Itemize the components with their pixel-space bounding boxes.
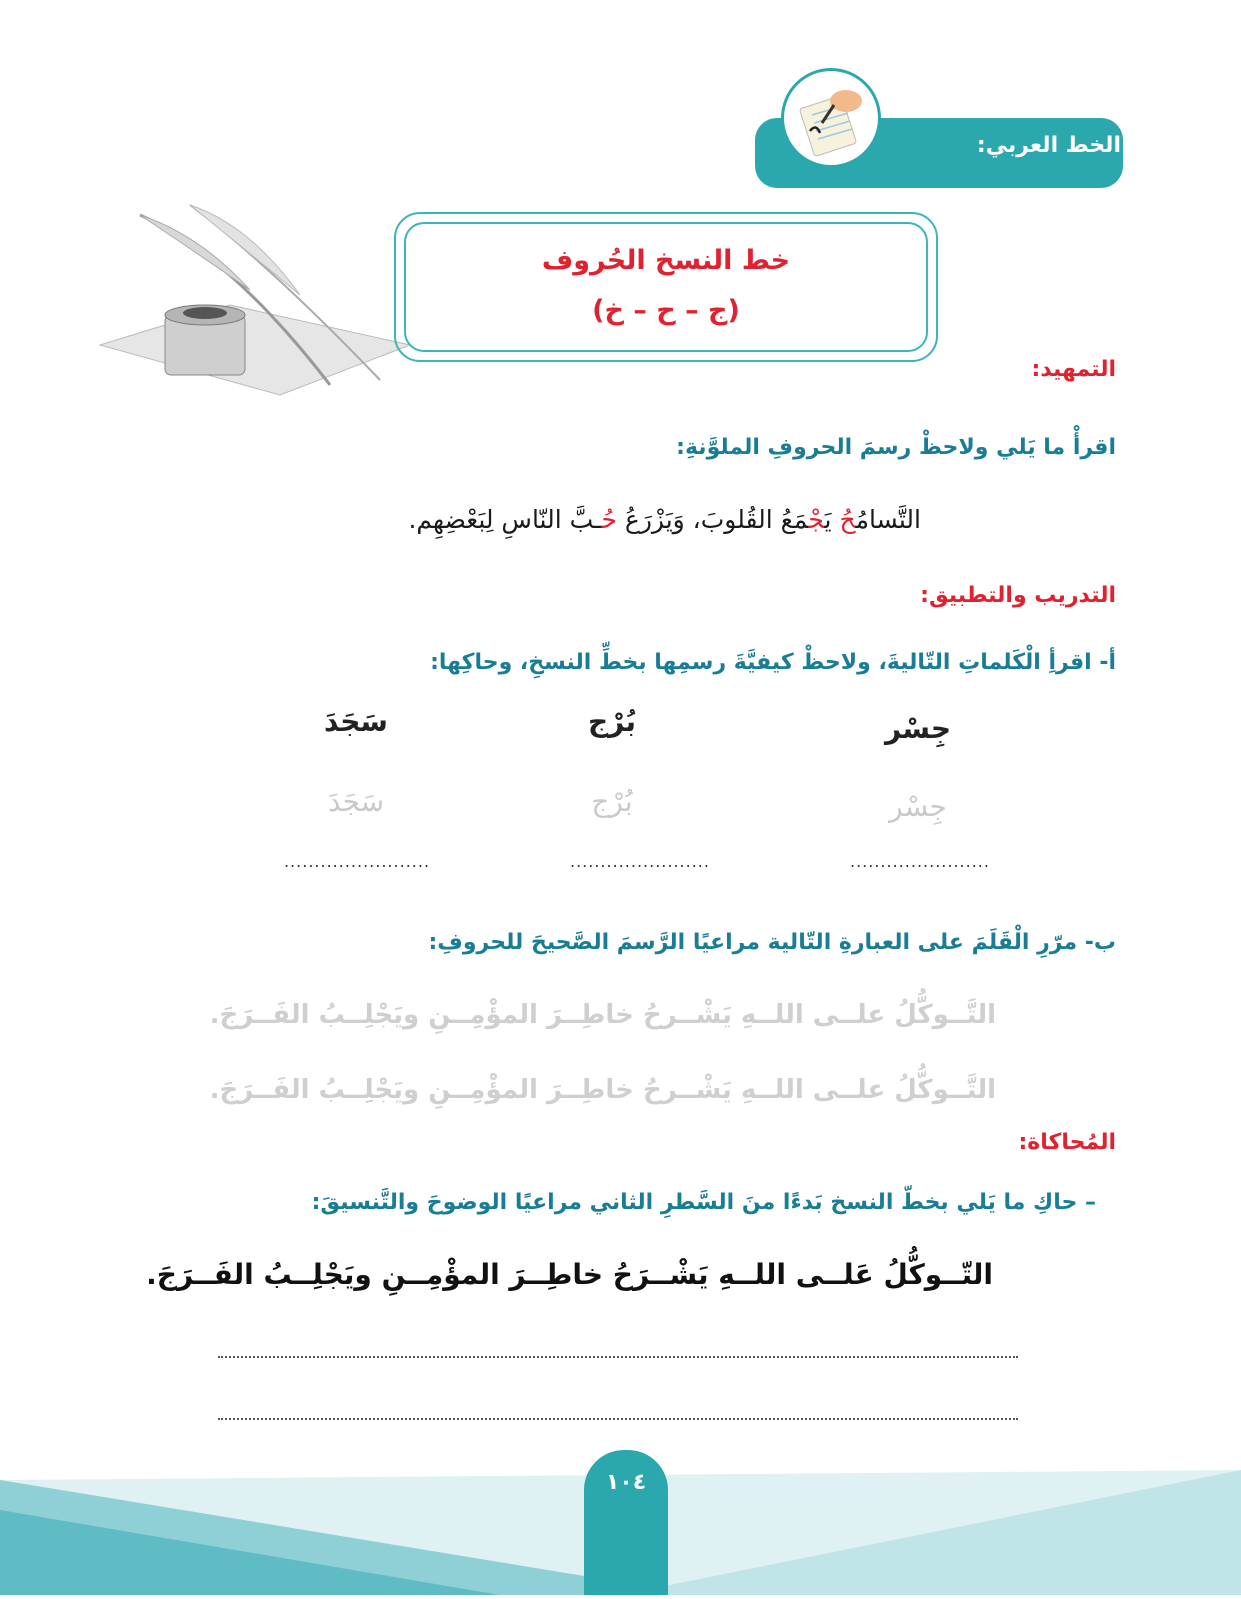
writing-hand-icon	[781, 68, 881, 168]
instruction-read: اقرأْ ما يَلي ولاحظْ رسمَ الحروفِ الملوَّنةِ:	[676, 435, 1116, 460]
faint-word-burj: بُرْج	[591, 785, 633, 818]
lesson-title-inner-frame	[404, 222, 928, 352]
example-sentence: التَّسامُحُ يَجْمَعُ القُلوبَ، وَيَزْرَعُ حُـبَّ النّاسِ لِبَعْضِهِم.	[408, 505, 921, 534]
word-sajada: سَجَدَ	[324, 705, 388, 738]
lesson-letters: (ج – ح – خ)	[592, 295, 740, 326]
faint-word-jisr: جِسْر	[889, 790, 947, 823]
page-number: ١٠٤	[605, 1470, 647, 1495]
writing-line-1[interactable]	[218, 1356, 1018, 1358]
instruction-b: ب- مرّرِ الْقَلَمَ على العبارةِ التّالية مراعيًا الرَّسمَ الصَّحيحَ للحروفِ:	[428, 930, 1116, 955]
lesson-title: خط النسخ الحُروف	[541, 245, 791, 276]
word-burj: بُرْج	[587, 705, 637, 738]
writing-line-2[interactable]	[218, 1418, 1018, 1420]
trace-line-2[interactable]: التَّــوكُّلُ علــى اللــهِ يَشْــرحُ خاطِــرَ المؤْمِــنِ ويَجْلِــبُ الفَــرَجَ.	[209, 1075, 996, 1105]
heading-practice: التدريب والتطبيق:	[920, 583, 1116, 608]
word-jisr: جِسْر	[884, 712, 952, 745]
write-line-2[interactable]: .......................	[570, 852, 710, 871]
instruction-imitate: – حاكِ ما يَلي بخطّ النسخ بَدءًا منَ السَّطرِ الثاني مراعيًا الوضوحَ والتَّنسيقَ:	[311, 1190, 1096, 1215]
instruction-a: أ- اقرأِ الْكَلماتِ التّاليةَ، ولاحظْ كيفيَّةَ رسمِها بخطِّ النسخِ، وحاكِها:	[430, 650, 1116, 675]
section-title: الخط العربي:	[976, 133, 1121, 158]
inkwell-quill-illustration	[80, 195, 410, 400]
faint-word-sajada: سَجَدَ	[327, 785, 385, 818]
heading-imitation: المُحاكاة:	[1018, 1130, 1116, 1155]
heading-introduction: التمهيد:	[1031, 357, 1116, 382]
write-line-1[interactable]: .......................	[850, 852, 990, 871]
model-sentence: التّــوكُّلُ عَلــى اللــهِ يَشْــرَحُ خاطِــرَ المؤْمِــنِ ويَجْلِــبُ الفَــرَجَ.	[146, 1258, 993, 1291]
trace-line-1[interactable]: التَّــوكُّلُ علــى اللــهِ يَشْــرحُ خاطِــرَ المؤْمِــنِ ويَجْلِــبُ الفَــرَجَ.	[209, 1000, 996, 1030]
write-line-3[interactable]: ........................	[283, 852, 431, 871]
